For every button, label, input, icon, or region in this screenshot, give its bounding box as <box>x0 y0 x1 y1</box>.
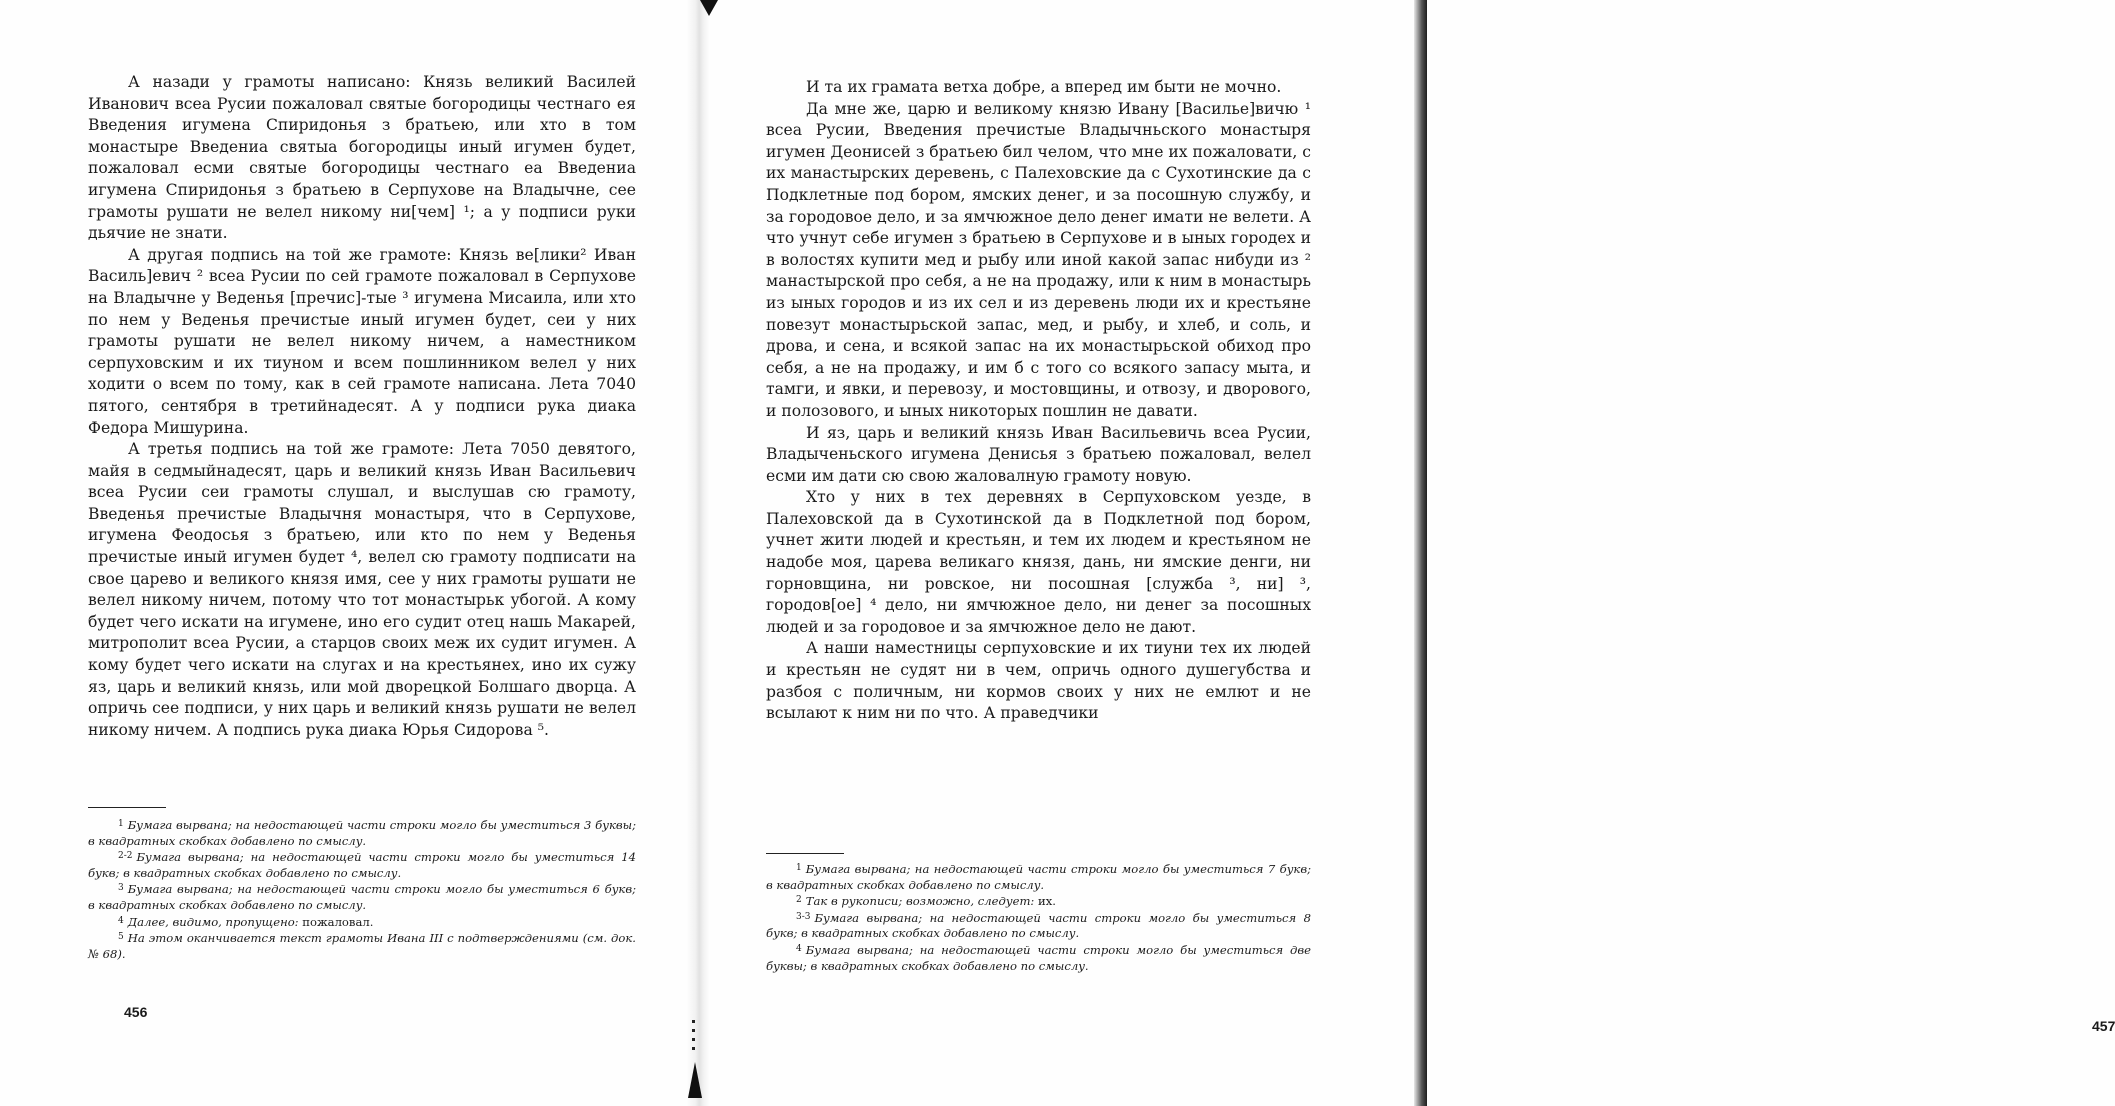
footnote-mark: 1 <box>118 819 124 829</box>
footnote-text: На этом оканчивается текст грамоты Ивана III с подтверждениями (см. док. № 68). <box>88 931 636 961</box>
paragraph: А другая подпись на той же грамоте: Князь ве[лики² Иван Василь]евич ² всеа Русии по сей грамоте пожаловал в Серпухове на Владычне у Веденья [пречис]-тые ³ игумена Мисаила, или хто по нем у Веденья пречистые иный игумен будет, сеи у них грамоты рушати не велел никому ничем, а наместником серпуховским и их тиуном и всем пошлинником велел у них ходити о всем по тому, как в сей грамоте написана. Лета 7040 пятого, сентября в третийнадесят. А у подписи рука диака Федора Мишурина. <box>88 245 636 437</box>
footnote-text: Бумага вырвана; на недостающей части строки могло бы уместиться 6 букв; в квадратных скобках добавлено по смыслу. <box>88 882 636 912</box>
footnote-mark: 3 <box>118 883 124 894</box>
paragraph: А наши наместницы серпуховские и их тиуни тех их людей и крестьян не судят ни в чем, опричь одного душегубства и разбоя с поличным, ни кормов своих у них не емлют и не всылают к ним ни по что. А праведчики <box>766 639 1311 723</box>
footnote <box>88 849 636 881</box>
footnote-mark: 1 <box>796 863 802 873</box>
paragraph: А третья подпись на той же грамоте: Лета 7050 девятого, майя в седмыйнадесят, царь и великий князь Иван Васильевич всеа Русии сеи грамоты слушал, и выслушав сю грамоту, Введенья пречистые Владычня монастыря, что в Серпухове, игумена Феодосья з братьею, или кто по нем у Веденья пречистые иный игумен будет ⁴, велел сю грамоту подписати на свое царево и великого князя имя, сее у них грамоты рушати не велел никому ничем, потому что тот монастырьк убогой. А кому будет чего искати на игумене, ино его судит отец нашь Макарей, митрополит всеа Русии, а старцов своих меж их судит игумен. А кому будет чего искати на слугах и на крестьянех, ино их сужу яз, царь и великий князь, или мой дворецкой Болшаго дворца. А опричь сее подписи, у них царь и великий князь рушати не велел никому ничем. А подпись рука диака Юрья Сидорова ⁵. <box>88 440 636 739</box>
page-number: 457 <box>2092 1018 2115 1034</box>
book-gutter <box>686 0 710 1106</box>
footnote-text: Бумага вырвана; на недостающей части строки могло бы уместиться две буквы; в квадратных скобках добавлено по смыслу. <box>766 942 1311 973</box>
page-number: 456 <box>124 1004 148 1020</box>
footnote-text: Бумага вырвана; на недостающей части строки могло бы уместиться 14 букв; в квадратных скобках добавлено по смыслу. <box>88 850 636 880</box>
footnote <box>766 893 1311 910</box>
scan-edge-shadow <box>1414 0 1427 1106</box>
footnote <box>88 930 636 962</box>
binding-mark-top <box>700 0 718 16</box>
paragraph: И та их грамата ветха добре, а вперед им быти не мочно. <box>806 78 1282 96</box>
footnote-quote: их. <box>1038 894 1056 909</box>
footnote <box>766 861 1311 893</box>
paragraph: И яз, царь и великий князь Иван Васильевичь всеа Русии, Владыченьского игумена Денисья з братьею пожаловал, велел есми им дати сю свою жаловалную грамоту новую. <box>766 423 1311 485</box>
left-page <box>88 0 636 1106</box>
left-page-footnotes <box>88 817 636 962</box>
paragraph: Хто у них в тех деревнях в Серпуховском уезде, в Палеховской да в Сухотинской да в Подклетной под бором, учнет жити людей и крестьян, и тем их людем и крестьяном не надобе моя, царева великаго князя, дань, ни ямские денги, ни горновщина, ни ровское, ни посошная [служба ³, ни] ³, городов[ое] ⁴ дело, ни ямчюжное дело, ни денег за посошных людей и за городовое и за ямчюжное дело не дают. <box>766 488 1311 636</box>
footnote-mark: 4 <box>118 915 124 926</box>
footnote-mark: 3-3 <box>796 911 811 922</box>
left-page-body <box>88 72 636 741</box>
paragraph: Да мне же, царю и великому князю Ивану [Василье]вичю ¹ всеа Русии, Введения пречистые Владычньского монастыря игумен Деонисей з братьею бил челом, что мне их пожаловати, с их манастырских деревень, с Палеховские да с Сухотинские да с Подклетные под бором, ямских денег, и за посошную службу, и за городовое дело, и за ямчюжное дело денег имати не велети. А что учнут себе игумен з братьею в Серпухове и в ыных городех и в волостях купити мед и рыбу или иной какой запас нибуди из ² манастырской про себя, а не на продажу, или к ним в монастырь из ыных городов и из их сел и из деревень люди их и крестьяне повезут монастырьской запас, мед, и рыбу, и хлеб, и соль, и дрова, и сена, и всякой запас на их монастырьской обиход про себя, а не на продажу, и им б с того со всякого запасу мыта, и тамги, и явки, и перевозу, и мостовщины, и отвозу, и дворового, и полозового, и ыных никоторых пошлин не давати. <box>766 99 1311 420</box>
right-page-body <box>766 77 1311 725</box>
footnote-mark: 2 <box>796 895 802 906</box>
right-page-footnotes <box>766 861 1311 974</box>
paragraph: А назади у грамоты написано: Князь великий Василей Иванович всеа Русии пожаловал святые богородицы честнаго ея Введения игумена Спиридонья з братьею, или хто в том монастыре Введениа святыа богородицы иный игумен будет, пожаловал есми святые богородицы честнаго еа Введениа игумена Спиридонья з братьею в Серпухове на Владычне, сее грамоты рушати не велел никому ни[чем] ¹; а у подписи руки дьячие не знати. <box>88 73 636 243</box>
footnote-mark: 5 <box>118 932 124 943</box>
binding-mark-bottom <box>688 1062 702 1098</box>
footnote <box>766 910 1311 942</box>
footnote-mark: 2-2 <box>118 851 133 862</box>
footnote <box>766 942 1311 974</box>
footnote-text: Бумага вырвана; на недостающей части строки могло бы уместиться 3 буквы; в квадратных скобках добавлено по смыслу. <box>88 818 636 848</box>
footnote-text: Далее, видимо, пропущено: <box>127 914 299 929</box>
footnote-text: Так в рукописи; возможно, следует: <box>805 894 1035 909</box>
footnote <box>88 817 636 849</box>
footnote-separator <box>88 807 166 808</box>
footnote-text: Бумага вырвана; на недостающей части строки могло бы уместиться 8 букв; в квадратных скобках добавлено по смыслу. <box>766 910 1311 941</box>
binding-stitches <box>692 1020 695 1056</box>
footnote-text: Бумага вырвана; на недостающей части строки могло бы уместиться 7 букв; в квадратных скобках добавлено по смыслу. <box>766 862 1311 892</box>
footnote <box>88 881 636 913</box>
footnote <box>88 914 636 931</box>
footnote-separator <box>766 853 844 854</box>
footnote-mark: 4 <box>796 943 802 954</box>
right-page <box>766 0 2115 1106</box>
footnote-quote: пожаловал. <box>302 914 374 929</box>
